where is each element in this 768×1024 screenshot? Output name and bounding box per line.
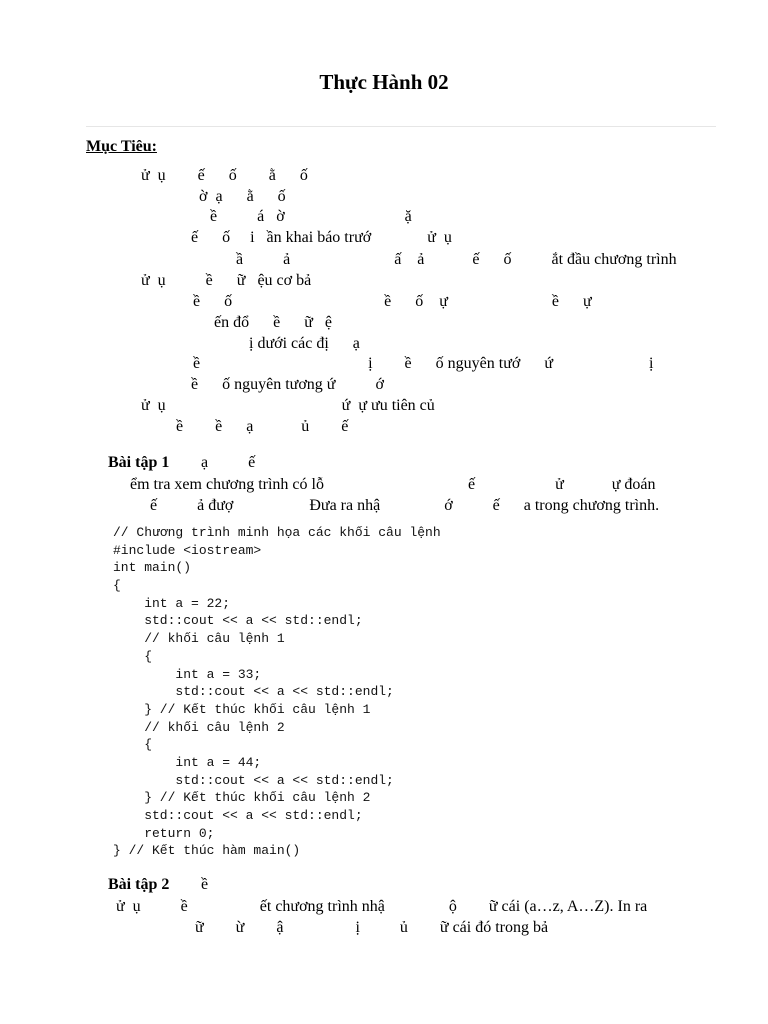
objective-line: ề ố nguyên tương ứ ớ xyxy=(191,376,384,393)
exercise-title: Bài tập 2 xyxy=(108,876,170,893)
code-line: std::cout << a << std::endl; xyxy=(113,613,363,629)
objective-line: ề ị ề ố nguyên tướ ứ ị xyxy=(193,355,654,372)
code-line: // khối câu lệnh 2 xyxy=(113,719,285,735)
objective-line: ờ ạ ằ ố xyxy=(199,188,286,205)
code-line: // khối câu lệnh 1 xyxy=(113,631,285,647)
objective-line: ế ố i ần khai báo trướ ử ụ xyxy=(191,229,452,246)
code-line: return 0; xyxy=(113,825,215,841)
code-line: // Chương trình minh họa các khối câu lệnh xyxy=(113,525,441,540)
exercise-text-line: ế ả đượ Đưa ra nhậ ớ ế a trong chương trình. xyxy=(150,497,660,514)
exercise-title-suffix: ạ ế xyxy=(201,454,256,471)
code-line: std::cout << a << std::endl; xyxy=(113,684,394,700)
code-line: { xyxy=(113,578,121,594)
objective-line: ầ ả ấ ả ế ố ắt đầu chương trình xyxy=(236,251,677,268)
code-block xyxy=(113,524,441,860)
objective-line: ề ề ạ ủ ế xyxy=(176,418,349,435)
exercise-title: Bài tập 1 xyxy=(108,454,170,471)
divider xyxy=(86,126,716,127)
code-line: { xyxy=(113,648,153,664)
code-line: std::cout << a << std::endl; xyxy=(113,772,394,788)
code-line: int a = 33; xyxy=(113,666,262,682)
objective-line: ử ụ ề ữ ệu cơ bả xyxy=(141,272,312,289)
exercise-text-line: ử ụ ề ết chương trình nhậ ộ ữ cái (a…z, A…Z). In ra xyxy=(116,898,648,915)
objective-line: ề á ờ ặ xyxy=(210,208,412,225)
code-line: { xyxy=(113,737,153,753)
code-line: int main() xyxy=(113,560,192,576)
page-title: Thực Hành 02 xyxy=(319,70,449,94)
code-line: int a = 22; xyxy=(113,595,231,611)
code-line: std::cout << a << std::endl; xyxy=(113,808,363,823)
objective-line: ề ố ề ố ự ề ự xyxy=(193,293,592,310)
code-line: } // Kết thúc khối câu lệnh 1 xyxy=(113,701,371,717)
objective-line: ử ụ ế ố ằ ố xyxy=(141,167,308,184)
code-line: int a = 44; xyxy=(113,754,262,770)
exercise-text-line: ữ ừ ậ ị ủ ữ cái đó trong bả xyxy=(195,919,549,936)
code-line: } // Kết thúc khối câu lệnh 2 xyxy=(113,790,371,806)
exercise-text-line: ểm tra xem chương trình có lỗ ế ử ự đoán xyxy=(130,476,656,493)
objective-line: ị dưới các đị ạ xyxy=(249,335,360,352)
code-line: } // Kết thúc hàm main() xyxy=(113,843,301,859)
objective-line: ử ụ ứ ự ưu tiên củ xyxy=(141,397,435,414)
exercise-title-suffix: ề xyxy=(201,876,209,893)
code-line: #include <iostream> xyxy=(113,542,262,558)
objective-line: ến đổ ề ữ ệ xyxy=(214,314,332,331)
objectives-heading: Mục Tiêu: xyxy=(86,138,157,155)
